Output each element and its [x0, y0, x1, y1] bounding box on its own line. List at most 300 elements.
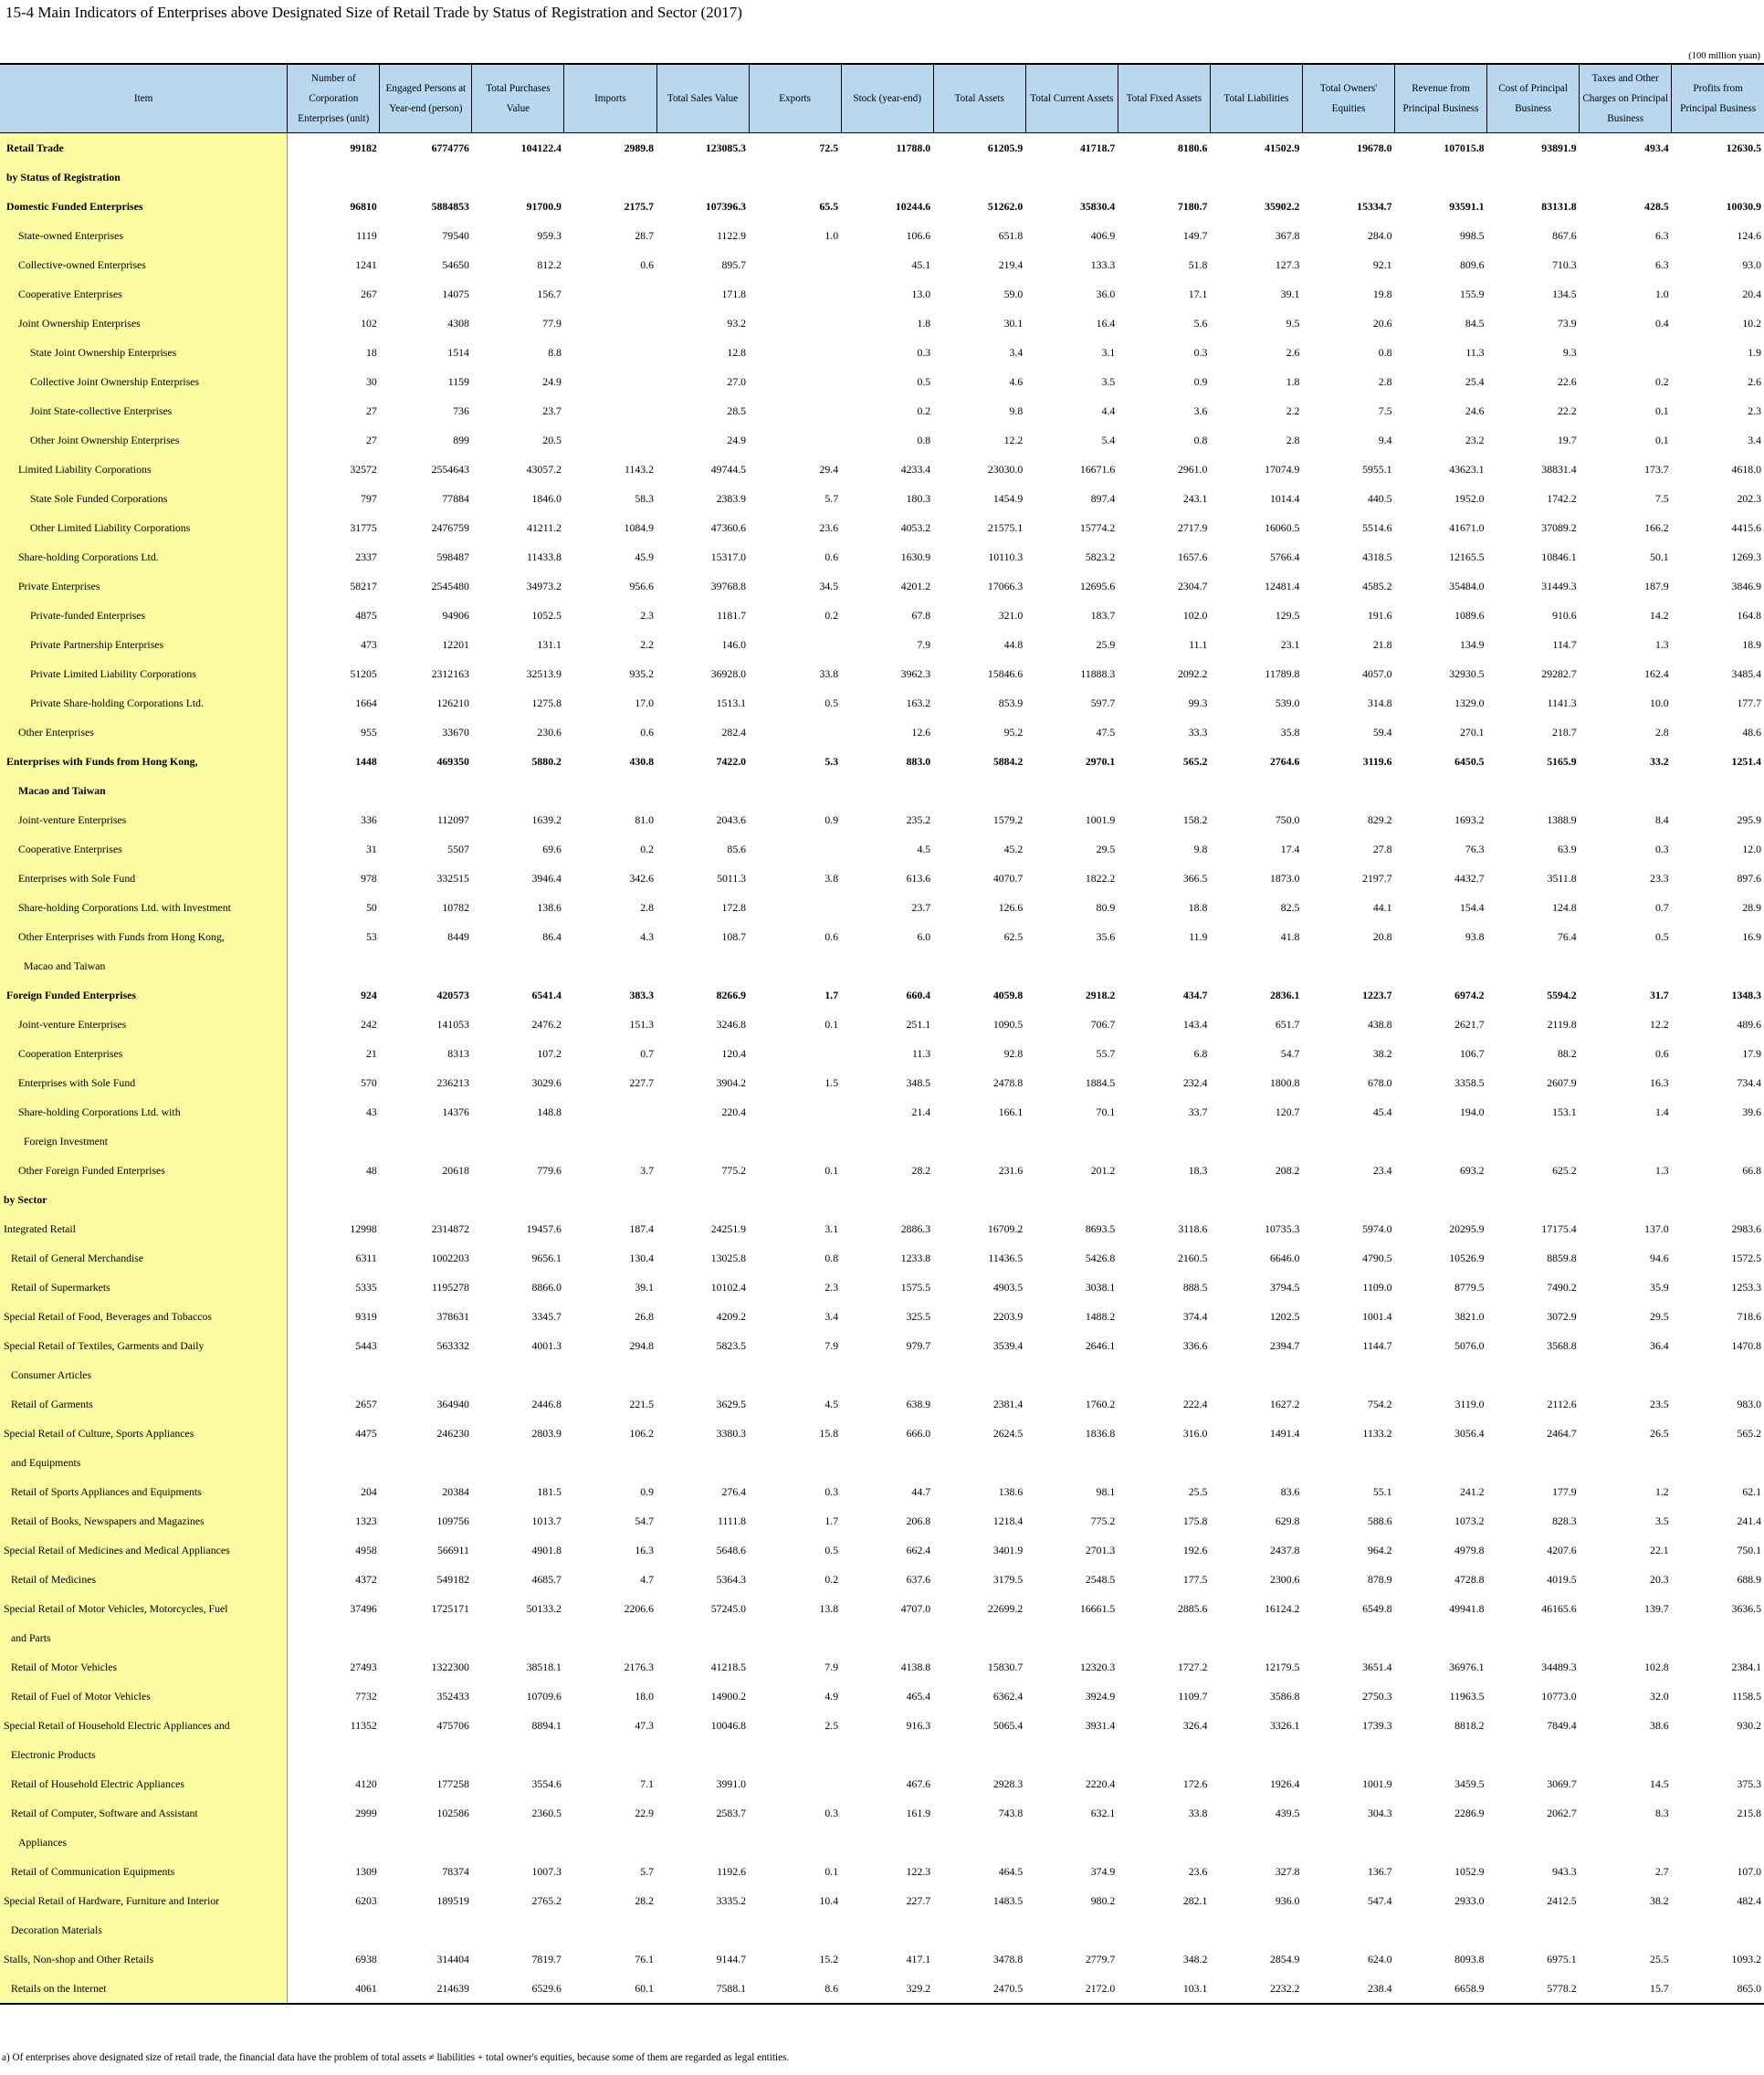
table-cell: 6.0 — [917, 929, 931, 943]
table-cell: 662.4 — [906, 1543, 931, 1556]
table-cell: 1269.3 — [1731, 550, 1761, 563]
table-cell: 336 — [361, 812, 377, 826]
table-cell: 956.6 — [629, 579, 655, 592]
table-cell: 2885.6 — [1177, 1601, 1208, 1615]
table-cell: 1.3 — [1654, 1163, 1669, 1177]
table-cell — [380, 1828, 472, 1857]
table-cell: 58.3 — [635, 491, 655, 505]
table-cell: 45.4 — [1372, 1105, 1392, 1118]
table-cell: 314404 — [436, 1952, 469, 1965]
table-cell: 93.0 — [1742, 257, 1761, 271]
table-cell: 62.1 — [1742, 1484, 1761, 1498]
table-cell: 7.1 — [640, 1776, 655, 1790]
table-cell: 2886.3 — [900, 1221, 931, 1235]
table-cell: 430.8 — [629, 754, 655, 768]
row-label: Foreign Funded Enterprises — [0, 980, 288, 1010]
table-cell: 208.2 — [1275, 1163, 1300, 1177]
table-cell: 38.2 — [1650, 1893, 1669, 1907]
table-cell: 28.5 — [727, 403, 747, 417]
table-cell: 316.0 — [1182, 1426, 1208, 1440]
table-cell: 3.1 — [1101, 345, 1116, 359]
table-cell: 120.4 — [721, 1046, 747, 1060]
table-cell: 489.6 — [1737, 1017, 1761, 1031]
table-cell: 959.3 — [537, 228, 562, 242]
table-cell — [472, 1915, 564, 1944]
table-cell: 637.6 — [906, 1572, 931, 1586]
table-cell: 2646.1 — [1085, 1338, 1116, 1352]
table-cell — [1395, 1915, 1487, 1944]
table-cell: 743.8 — [998, 1806, 1024, 1819]
table-cell — [1580, 951, 1672, 980]
table-cell — [933, 1623, 1025, 1652]
row-label: Domestic Funded Enterprises — [0, 192, 288, 221]
table-cell: 7732 — [355, 1689, 377, 1703]
table-cell: 20.4 — [1742, 287, 1761, 300]
table-row — [0, 484, 1764, 513]
table-row — [0, 1974, 1764, 2004]
table-cell — [1672, 951, 1764, 980]
table-cell: 4958 — [355, 1543, 377, 1556]
table-row — [0, 1915, 1764, 1944]
table-cell: 1233.8 — [900, 1251, 931, 1264]
table-cell: 17.4 — [1280, 842, 1300, 855]
table-cell: 33.7 — [1188, 1105, 1208, 1118]
table-cell: 1.0 — [824, 228, 839, 242]
table-cell: 465.4 — [906, 1689, 931, 1703]
table-cell: 3636.5 — [1731, 1601, 1761, 1615]
table-cell — [380, 1740, 472, 1769]
table-cell: 1133.2 — [1362, 1426, 1392, 1440]
table-cell — [1580, 1448, 1672, 1477]
table-cell — [288, 776, 380, 805]
table-cell: 151.3 — [629, 1017, 655, 1031]
table-cell: 103.1 — [1118, 1974, 1210, 2004]
table-cell: 9319 — [355, 1309, 377, 1323]
table-cell: 1119 — [356, 228, 377, 242]
table-cell: 126.6 — [998, 900, 1024, 914]
table-cell — [1672, 776, 1764, 805]
table-cell: 0.4 — [1654, 316, 1669, 330]
table-cell: 24251.9 — [710, 1221, 747, 1235]
table-cell: 1742.2 — [1547, 491, 1577, 505]
table-cell: 124.8 — [1552, 900, 1577, 914]
table-cell: 130.4 — [629, 1251, 655, 1264]
table-cell: 102.8 — [1644, 1660, 1669, 1673]
table-cell: 998.5 — [1460, 228, 1485, 242]
table-cell: 15.2 — [819, 1952, 839, 1965]
table-cell: 0.3 — [824, 1484, 839, 1498]
table-cell: 2381.4 — [992, 1397, 1024, 1410]
table-cell: 7.9 — [824, 1338, 839, 1352]
table-cell: 348.5 — [906, 1075, 931, 1089]
table-cell: 2412.5 — [1547, 1893, 1577, 1907]
table-cell: 829.2 — [1367, 812, 1392, 826]
table-cell — [1210, 1915, 1302, 1944]
table-cell: 106.7 — [1460, 1046, 1485, 1060]
column-header: Cost of Principal Business — [1487, 64, 1580, 133]
table-cell: 12.6 — [911, 725, 931, 739]
table-cell: 158.2 — [1182, 812, 1208, 826]
table-cell: 8180.6 — [1177, 141, 1208, 154]
table-cell — [1487, 1185, 1580, 1214]
table-cell: 15334.7 — [1357, 199, 1392, 213]
table-cell: 23.4 — [1372, 1163, 1392, 1177]
table-cell: 11888.3 — [1080, 666, 1116, 680]
table-cell: 0.8 — [1193, 433, 1208, 446]
table-cell — [749, 1740, 841, 1769]
row-label: Enterprises with Sole Fund — [0, 1068, 288, 1097]
table-cell: 2764.6 — [1270, 754, 1300, 768]
table-cell: 106.6 — [906, 228, 931, 242]
table-cell: 936.0 — [1275, 1893, 1300, 1907]
column-header: Revenue from Principal Business — [1395, 64, 1487, 133]
table-cell: 20.8 — [1372, 929, 1392, 943]
table-row — [0, 1068, 1764, 1097]
table-cell: 94906 — [442, 608, 469, 622]
table-cell — [1118, 1740, 1210, 1769]
table-cell: 10244.6 — [895, 199, 931, 213]
table-row — [0, 776, 1764, 805]
table-cell: 2545480 — [431, 579, 469, 592]
table-cell: 10.4 — [819, 1893, 839, 1907]
table-cell: 76.3 — [1465, 842, 1485, 855]
table-cell — [933, 1127, 1025, 1156]
table-cell: 428.5 — [1644, 199, 1669, 213]
table-cell: 3794.5 — [1270, 1280, 1300, 1294]
table-cell: 565.2 — [1737, 1426, 1761, 1440]
table-cell: 6646.0 — [1270, 1251, 1300, 1264]
table-cell: 336.6 — [1182, 1338, 1208, 1352]
table-cell: 10526.9 — [1449, 1251, 1485, 1264]
table-cell: 2220.4 — [1085, 1776, 1116, 1790]
table-cell: 1111.8 — [717, 1514, 747, 1527]
table-cell — [564, 279, 656, 309]
table-cell: 83131.8 — [1541, 199, 1577, 213]
table-cell: 30.1 — [1003, 316, 1024, 330]
table-cell: 775.2 — [721, 1163, 747, 1177]
table-cell: 41502.9 — [1265, 141, 1300, 154]
table-cell: 0.6 — [640, 725, 655, 739]
table-cell — [564, 1360, 656, 1389]
table-cell — [1580, 1623, 1672, 1652]
table-cell: 5778.2 — [1487, 1974, 1580, 2004]
table-cell: 8866.0 — [531, 1280, 562, 1294]
table-row — [0, 1886, 1764, 1915]
table-cell: 4585.2 — [1362, 579, 1392, 592]
column-header: Profits from Principal Business — [1672, 64, 1764, 133]
table-cell: 96810 — [350, 199, 377, 213]
table-row — [0, 1857, 1764, 1886]
table-row — [0, 1740, 1764, 1769]
table-cell: 3.5 — [1101, 374, 1116, 388]
table-cell: 16.4 — [1096, 316, 1116, 330]
table-cell: 10030.9 — [1726, 199, 1761, 213]
table-cell: 2337 — [355, 550, 377, 563]
table-cell: 6311 — [355, 1251, 377, 1264]
table-cell — [472, 776, 564, 805]
table-cell: 15774.2 — [1079, 520, 1116, 534]
table-cell: 138.6 — [998, 1484, 1024, 1498]
table-cell: 736 — [453, 403, 469, 417]
table-cell: 220.4 — [721, 1105, 747, 1118]
table-cell: 126210 — [436, 696, 469, 709]
table-cell: 10.2 — [1742, 316, 1761, 330]
table-cell: 31449.3 — [1541, 579, 1577, 592]
table-cell: 469350 — [436, 754, 469, 768]
table-cell: 1.9 — [1748, 345, 1761, 359]
table-cell: 0.8 — [1378, 345, 1392, 359]
table-cell: 23.7 — [911, 900, 931, 914]
table-cell: 181.5 — [537, 1484, 562, 1498]
table-cell: 4475 — [355, 1426, 377, 1440]
table-cell: 4019.5 — [1547, 1572, 1577, 1586]
table-cell — [1210, 1828, 1302, 1857]
table-cell: 108.7 — [721, 929, 747, 943]
table-cell: 1251.4 — [1731, 754, 1761, 768]
table-cell: 374.9 — [1090, 1864, 1116, 1878]
table-cell: 18.9 — [1742, 637, 1761, 651]
table-cell: 134.9 — [1460, 637, 1485, 651]
table-cell — [656, 1185, 749, 1214]
table-cell: 175.8 — [1182, 1514, 1208, 1527]
table-cell: 3554.6 — [531, 1776, 562, 1790]
table-cell: 1253.3 — [1731, 1280, 1761, 1294]
table-row — [0, 1448, 1764, 1477]
table-cell: 47.3 — [635, 1718, 655, 1732]
row-label: Joint State-collective Enterprises — [0, 396, 288, 425]
table-cell: 189519 — [436, 1893, 469, 1907]
table-cell — [749, 1915, 841, 1944]
table-cell: 7.9 — [917, 637, 931, 651]
table-cell: 12695.6 — [1079, 579, 1116, 592]
table-cell: 3029.6 — [531, 1075, 562, 1089]
table-cell: 10846.1 — [1541, 550, 1577, 563]
table-cell: 139.7 — [1644, 1601, 1669, 1615]
table-cell: 35902.2 — [1265, 199, 1300, 213]
table-cell: 1052.5 — [531, 608, 562, 622]
table-row — [0, 1565, 1764, 1594]
table-row — [0, 1477, 1764, 1506]
table-cell — [656, 1360, 749, 1389]
table-cell: 3.1 — [824, 1221, 839, 1235]
table-cell — [472, 1127, 564, 1156]
table-cell: 438.8 — [1367, 1017, 1392, 1031]
table-cell — [564, 1097, 656, 1127]
table-cell: 6.3 — [1654, 257, 1669, 271]
table-cell: 206.8 — [906, 1514, 931, 1527]
table-cell — [1025, 1623, 1118, 1652]
table-cell: 14.5 — [1650, 1776, 1669, 1790]
table-cell: 99.3 — [1188, 696, 1208, 709]
table-cell: 33.8 — [819, 666, 839, 680]
row-label: Special Retail of Food, Beverages and Tobaccos — [0, 1302, 288, 1331]
table-cell: 31.7 — [1650, 988, 1669, 1001]
row-label: Retail of Garments — [0, 1389, 288, 1419]
table-cell: 11433.8 — [527, 550, 562, 563]
table-cell: 3904.2 — [716, 1075, 747, 1089]
table-cell: 148.8 — [537, 1105, 562, 1118]
table-cell: 12481.4 — [1265, 579, 1300, 592]
table-cell: 4.9 — [824, 1689, 839, 1703]
table-cell: 8093.8 — [1454, 1952, 1485, 1965]
table-cell: 98.1 — [1096, 1484, 1116, 1498]
table-cell: 1322300 — [431, 1660, 469, 1673]
table-cell: 23.2 — [1465, 433, 1485, 446]
table-cell — [749, 1448, 841, 1477]
table-cell — [380, 951, 472, 980]
table-cell: 2172.0 — [1025, 1974, 1118, 2004]
table-cell: 688.9 — [1737, 1572, 1761, 1586]
table-cell: 114.7 — [1552, 637, 1577, 651]
table-cell: 4057.0 — [1362, 666, 1392, 680]
row-label: Share-holding Corporations Ltd. — [0, 542, 288, 571]
table-cell — [656, 1740, 749, 1769]
table-cell: 166.1 — [998, 1105, 1024, 1118]
table-cell: 35.6 — [1096, 929, 1116, 943]
column-header-item: Item — [0, 64, 288, 133]
row-label: Retail of Books, Newspapers and Magazines — [0, 1506, 288, 1535]
table-row — [0, 1039, 1764, 1068]
table-cell: 21575.1 — [987, 520, 1024, 534]
footnote: a) Of enterprises above designated size of retail trade, the financial data have the problem of total assets ≠ liabilities + total owner's equities, because some of them are regarded as legal entities. — [2, 2052, 790, 2063]
table-cell: 3119.0 — [1454, 1397, 1485, 1410]
table-cell: 0.9 — [824, 812, 839, 826]
row-label: Private-funded Enterprises — [0, 601, 288, 630]
table-cell: 12165.5 — [1449, 550, 1485, 563]
table-cell: 59.4 — [1372, 725, 1392, 739]
table-cell — [656, 162, 749, 192]
table-cell — [472, 1623, 564, 1652]
table-cell: 77.9 — [542, 316, 562, 330]
table-cell: 295.9 — [1737, 812, 1761, 826]
table-cell: 102586 — [436, 1806, 469, 1819]
table-cell: 754.2 — [1367, 1397, 1392, 1410]
table-cell: 39768.8 — [710, 579, 747, 592]
table-cell: 5.7 — [824, 491, 839, 505]
table-cell: 8859.8 — [1547, 1251, 1577, 1264]
table-cell — [1487, 162, 1580, 192]
table-cell: 2470.5 — [933, 1974, 1025, 2004]
table-cell: 41218.5 — [710, 1660, 747, 1673]
table-cell: 2.3 — [824, 1280, 839, 1294]
table-cell — [380, 1623, 472, 1652]
column-header: Total Fixed Assets — [1118, 64, 1210, 133]
table-cell: 17.1 — [1188, 287, 1208, 300]
table-cell: 38518.1 — [526, 1660, 562, 1673]
table-cell: 187.4 — [629, 1221, 655, 1235]
table-cell: 1513.1 — [716, 696, 747, 709]
table-cell: 539.0 — [1275, 696, 1300, 709]
table-cell: 624.0 — [1367, 1952, 1392, 1965]
table-cell: 29282.7 — [1541, 666, 1577, 680]
table-cell: 172.8 — [721, 900, 747, 914]
table-cell: 49744.5 — [710, 462, 747, 476]
row-label: State Joint Ownership Enterprises — [0, 338, 288, 367]
table-cell: 18 — [366, 345, 377, 359]
table-cell: 41671.0 — [1449, 520, 1485, 534]
row-label: Cooperative Enterprises — [0, 834, 288, 864]
table-cell: 48 — [366, 1163, 377, 1177]
table-cell: 243.1 — [1182, 491, 1208, 505]
table-cell: 92.8 — [1003, 1046, 1024, 1060]
table-cell: 218.7 — [1552, 725, 1577, 739]
table-cell: 1664 — [355, 696, 377, 709]
table-cell: 897.4 — [1090, 491, 1116, 505]
table-cell: 4432.7 — [1454, 871, 1485, 885]
table-cell: 102 — [361, 316, 377, 330]
table-cell: 29.4 — [819, 462, 839, 476]
table-cell: 18.8 — [1188, 900, 1208, 914]
table-cell: 58217 — [350, 579, 377, 592]
table-cell: 440.5 — [1367, 491, 1392, 505]
table-cell: 853.9 — [998, 696, 1024, 709]
column-header: Total Sales Value — [656, 64, 749, 133]
table-cell — [1672, 162, 1764, 192]
table-cell: 3345.7 — [531, 1309, 562, 1323]
table-cell: 5974.0 — [1362, 1221, 1392, 1235]
row-label: Retail of Motor Vehicles — [0, 1652, 288, 1682]
table-cell: 4201.2 — [900, 579, 931, 592]
table-cell — [380, 776, 472, 805]
table-cell: 2750.3 — [1362, 1689, 1392, 1703]
table-cell: 1122.9 — [717, 228, 747, 242]
table-cell: 3651.4 — [1362, 1660, 1392, 1673]
table-cell: 3401.9 — [992, 1543, 1024, 1556]
table-cell — [933, 1360, 1025, 1389]
table-cell: 109756 — [436, 1514, 469, 1527]
table-cell: 236213 — [436, 1075, 469, 1089]
table-cell — [1210, 1623, 1302, 1652]
table-cell: 3.7 — [640, 1163, 655, 1177]
column-header: Total Purchases Value — [472, 64, 564, 133]
table-cell — [472, 162, 564, 192]
table-cell: 177.5 — [1182, 1572, 1208, 1586]
row-label: Collective-owned Enterprises — [0, 250, 288, 279]
row-label: Other Enterprises — [0, 718, 288, 747]
table-cell: 2232.2 — [1210, 1974, 1302, 2004]
table-cell: 13025.8 — [710, 1251, 747, 1264]
table-cell: 4790.5 — [1362, 1251, 1392, 1264]
table-cell: 1309 — [355, 1864, 377, 1878]
table-cell: 17.0 — [635, 696, 655, 709]
table-cell: 710.3 — [1552, 257, 1577, 271]
table-cell: 43057.2 — [526, 462, 562, 476]
table-cell: 3.4 — [1748, 433, 1761, 446]
table-cell — [1302, 776, 1394, 805]
table-cell — [288, 1448, 380, 1477]
table-cell — [564, 1448, 656, 1477]
table-row — [0, 1594, 1764, 1623]
table-row — [0, 1360, 1764, 1389]
table-cell: 187.9 — [1644, 579, 1669, 592]
table-row — [0, 221, 1764, 250]
table-cell — [1487, 1127, 1580, 1156]
table-cell: 22699.2 — [987, 1601, 1024, 1615]
table-cell: 3586.8 — [1270, 1689, 1300, 1703]
table-cell: 11.1 — [1189, 637, 1208, 651]
table-cell: 37496 — [350, 1601, 377, 1615]
table-cell: 22.1 — [1650, 1543, 1669, 1556]
row-label: Share-holding Corporations Ltd. with — [0, 1097, 288, 1127]
table-cell: 21.8 — [1372, 637, 1392, 651]
row-label: State Sole Funded Corporations — [0, 484, 288, 513]
table-cell: 1195278 — [432, 1280, 469, 1294]
table-cell — [564, 162, 656, 192]
table-cell: 192.6 — [1182, 1543, 1208, 1556]
table-cell — [1302, 1127, 1394, 1156]
page-title: 15-4 Main Indicators of Enterprises above Designated Size of Retail Trade by Status of Registration and Sector (2017) — [5, 4, 742, 21]
table-cell: 149.7 — [1182, 228, 1208, 242]
